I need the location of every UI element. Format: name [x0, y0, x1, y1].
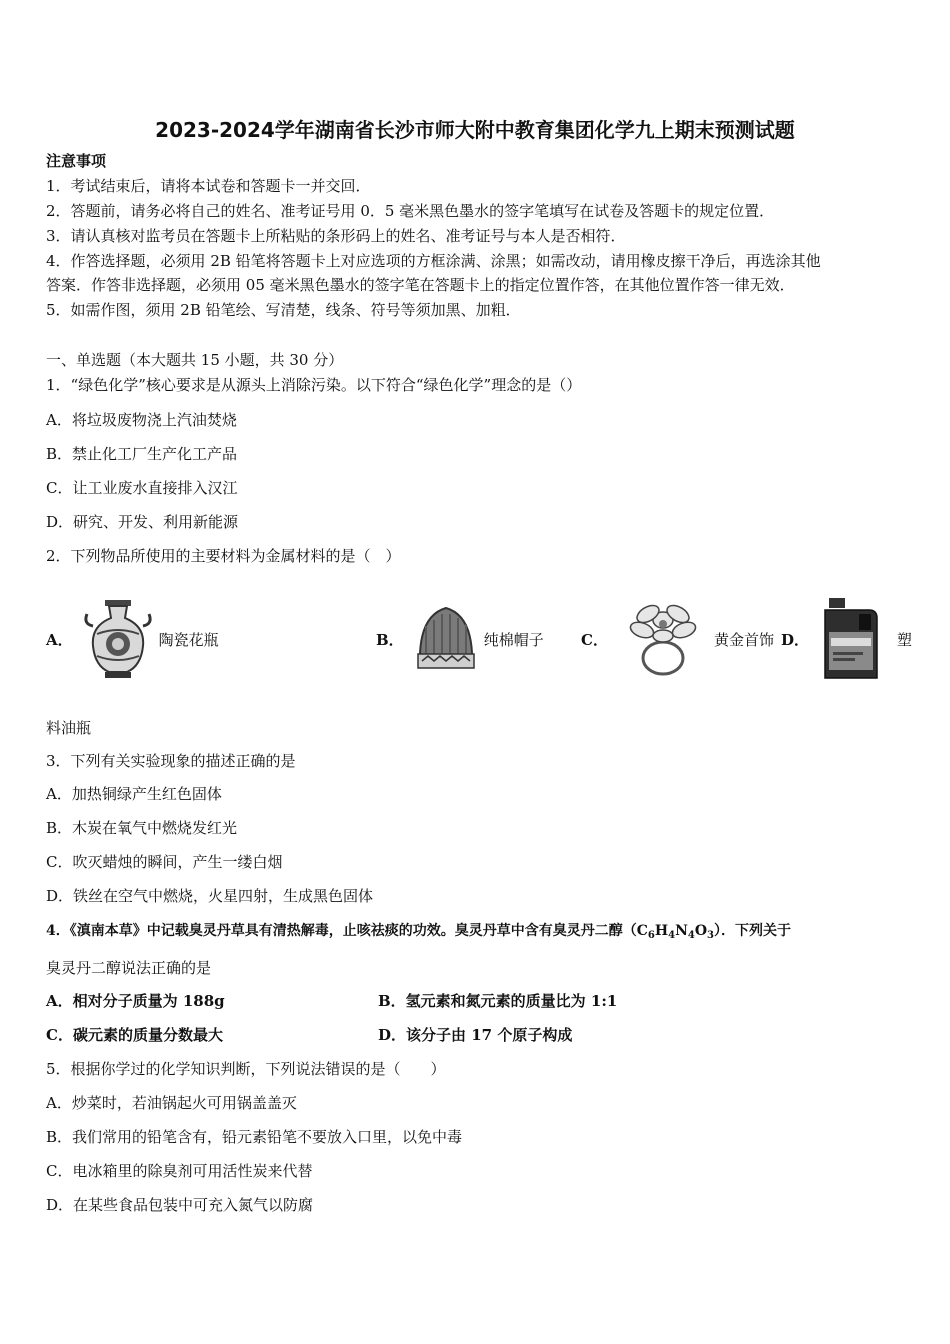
- option-a: A．炒菜时，若油锅起火可用锅盖盖灭: [46, 1094, 297, 1112]
- vase-icon: [83, 596, 153, 682]
- oil-bottle-icon: [819, 596, 883, 682]
- option-b: [376, 594, 544, 684]
- option-b: B．木炭在氧气中燃烧发红光: [46, 819, 238, 837]
- option-b: B．我们常用的铅笔含有，铅元素铅笔不要放入口里，以免中毒: [46, 1128, 463, 1146]
- hat-icon: [414, 596, 478, 682]
- option-a: A．将垃圾废物浇上汽油焚烧: [46, 411, 237, 429]
- option-d: [781, 594, 912, 684]
- option-label: 陶瓷花瓶: [158, 630, 219, 649]
- notice-item: 4．作答选择题，必须用 2B 铅笔将答题卡上对应选项的方框涂满、涂黑；如需改动，请用橡皮擦干净后，再选涂其他: [46, 252, 821, 270]
- stem-text: 4．《滇南本草》中记载臭灵丹草具有清热解毒，止咳祛痰的功效。臭灵丹草中含有臭灵丹二醇（: [46, 923, 637, 939]
- ring-icon: [618, 596, 708, 682]
- page-title: 2023-2024学年湖南省长沙市师大附中教育集团化学九上期末预测试题: [155, 118, 795, 142]
- notice-item: 答案．作答非选择题，必须用 05 毫米黑色墨水的签字笔在答题卡上的指定位置作答，在其他位置作答一律无效．: [46, 276, 795, 294]
- option-label: 纯棉帽子: [483, 630, 544, 649]
- question-stem: 3．下列有关实验现象的描述正确的是: [46, 752, 296, 770]
- question-stem: 1．“绿色化学”核心要求是从源头上消除污染。以下符合“绿色化学”理念的是（）: [46, 376, 582, 394]
- notice-item: 3．请认真核对监考员在答题卡上所粘贴的条形码上的姓名、准考证号与本人是否相符．: [46, 227, 626, 245]
- option-c: C．吹灭蜡烛的瞬间，产生一缕白烟: [46, 853, 283, 871]
- option-label: 黄金首饰: [713, 630, 774, 649]
- option-c: C．碳元素的质量分数最大: [46, 1026, 223, 1044]
- option-a: [46, 594, 219, 684]
- option-letter: A．: [46, 630, 73, 649]
- option-b: B．氢元素和氮元素的质量比为 1:1: [378, 992, 618, 1010]
- notice-item: 1．考试结束后，请将本试卷和答题卡一并交回．: [46, 177, 371, 195]
- option-a: A．加热铜绿产生红色固体: [46, 785, 222, 803]
- section-heading: 一、单选题（本大题共 15 小题，共 30 分）: [46, 351, 344, 369]
- option-d: D．研究、开发、利用新能源: [46, 513, 239, 531]
- notice-heading: 注意事项: [46, 152, 107, 170]
- question-stem: 2．下列物品所使用的主要材料为金属材料的是（ ）: [46, 547, 401, 565]
- option-d: D．该分子由 17 个原子构成: [378, 1026, 573, 1044]
- option-letter: D．: [781, 630, 810, 649]
- option-d: D．在某些食品包装中可充入氮气以防腐: [46, 1196, 314, 1214]
- question-stem: [46, 921, 791, 946]
- option-d: D．铁丝在空气中燃烧，火星四射，生成黑色固体: [46, 887, 374, 905]
- option-c: C．让工业废水直接排入汉江: [46, 479, 238, 497]
- option-letter: B．: [376, 630, 404, 649]
- option-letter: C．: [581, 630, 608, 649]
- option-continuation: 料油瓶: [46, 719, 92, 737]
- stem-text: ）．下列关于: [714, 923, 792, 939]
- option-label: 塑: [897, 630, 913, 649]
- option-a: A．相对分子质量为 188g: [46, 992, 225, 1010]
- chemical-formula: $C_6H_4N_4O_3$: [636, 923, 715, 941]
- option-c: [581, 594, 774, 684]
- image-options-row: [46, 594, 913, 684]
- question-stem-cont: 臭灵丹二醇说法正确的是: [46, 959, 212, 977]
- option-b: B．禁止化工厂生产化工产品: [46, 445, 238, 463]
- option-c: C．电冰箱里的除臭剂可用活性炭来代替: [46, 1162, 313, 1180]
- question-stem: 5．根据你学过的化学知识判断，下列说法错误的是（ ）: [46, 1060, 446, 1078]
- notice-item: 2．答题前，请务必将自己的姓名、准考证号用 0．5 毫米黑色墨水的签字笔填写在试卷及答题卡的规定位置．: [46, 202, 775, 220]
- notice-item: 5．如需作图，须用 2B 铅笔绘、写清楚，线条、符号等须加黑、加粗．: [46, 301, 521, 319]
